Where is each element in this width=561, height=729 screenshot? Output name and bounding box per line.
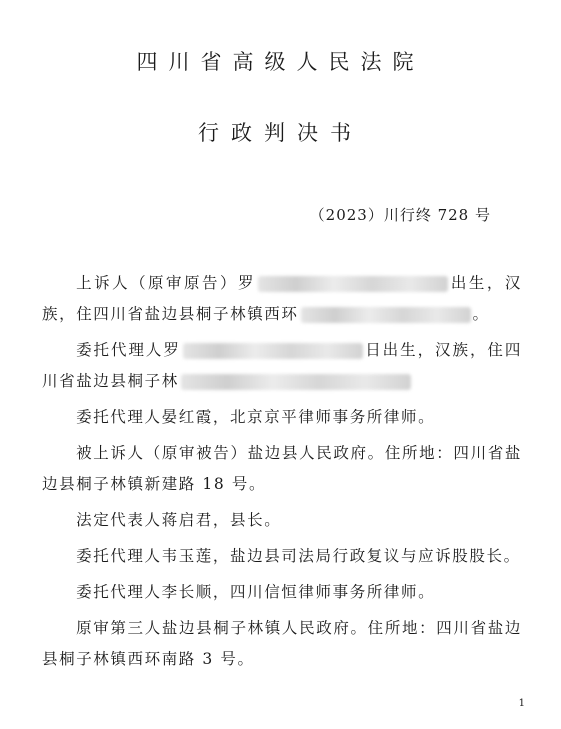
page-number: 1 <box>518 698 525 709</box>
paragraph <box>42 613 522 675</box>
document-type-title: 行政判决书 <box>198 121 363 145</box>
paragraph <box>42 402 522 433</box>
paragraph-text: 委托代理人晏红霞，北京京平律师事务所律师。 <box>76 408 436 426</box>
paragraph-text: 出生，汉族，住四川省盐边县桐子林镇西环 <box>42 274 522 323</box>
court-name: 四川省高级人民法院 <box>136 50 425 74</box>
paragraph-text: 委托代理人韦玉莲，盐边县司法局行政复议与应诉股股长。 <box>76 547 521 565</box>
paragraph-text: 法定代表人蒋启君，县长。 <box>76 511 282 529</box>
paragraph <box>42 541 522 572</box>
redacted-text <box>183 343 363 359</box>
document-body <box>42 268 522 680</box>
paragraph <box>42 268 522 330</box>
paragraph-text: 被上诉人（原审被告）盐边县人民政府。住所地：四川省盐边县桐子林镇新建路 18 号。 <box>42 444 522 493</box>
case-number: （2023）川行终 728 号 <box>309 206 491 224</box>
paragraph-text: 委托代理人李长顺，四川信恒律师事务所律师。 <box>76 583 436 601</box>
paragraph <box>42 505 522 536</box>
redacted-text <box>258 276 448 292</box>
paragraph <box>42 577 522 608</box>
paragraph-text: 上诉人（原审原告）罗 <box>76 274 257 292</box>
paragraph-text: 原审第三人盐边县桐子林镇人民政府。住所地：四川省盐边县桐子林镇西环南路 3 号。 <box>42 619 522 668</box>
paragraph-text: 委托代理人罗 <box>76 341 181 359</box>
redacted-text <box>301 307 471 323</box>
paragraph-text: 。 <box>472 305 490 323</box>
paragraph-text: 日出生，汉族，住四川省盐边县桐子林 <box>42 341 522 390</box>
paragraph <box>42 438 522 500</box>
paragraph <box>42 335 522 397</box>
redacted-text <box>181 374 411 390</box>
